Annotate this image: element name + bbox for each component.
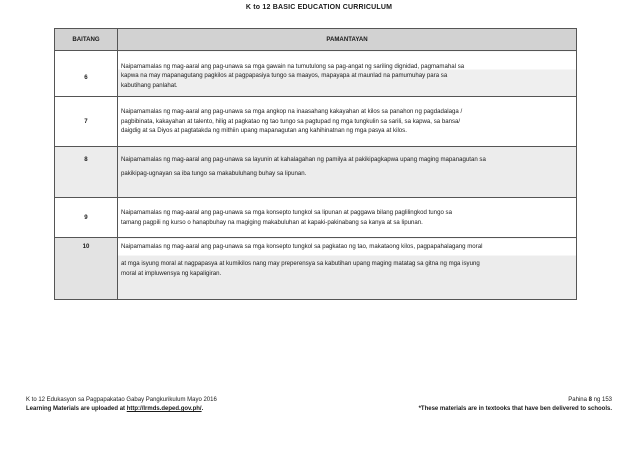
- table-row: [55, 97, 577, 147]
- table-row: [55, 198, 577, 238]
- table-row: [55, 238, 577, 300]
- grade-level-cell: 9: [55, 198, 118, 238]
- column-header-baitang: BAITANG: [55, 29, 118, 51]
- footer-upload-text: Learning Materials are uploaded at: [26, 406, 127, 413]
- standard-line: kapwa na may mapanagutang pagkilos at pagpapasiya tungo sa maayos, mapayapa at maunlad na pamumuhay para sa: [121, 72, 448, 80]
- standard-line: Naipamamalas ng mag-aaral ang pag-unawa sa mga konsepto tungkol sa pagkatao ng tao, makataong kilos, pagpapahalagang moral: [121, 243, 483, 250]
- standard-line: Naipamamalas ng mag-aaral ang pag-unawa sa layunin at kahalagahan ng pamilya at pakikipagkapwa upang maging mapanagutan sa: [121, 156, 486, 163]
- standard-cell: [118, 51, 577, 97]
- grade-level-cell: 8: [55, 147, 118, 198]
- footer-left: [26, 396, 217, 415]
- page-prefix: Pahina: [568, 397, 589, 403]
- footer-materials-note: *These materials are in textooks that have ben delivered to schools.: [418, 406, 612, 413]
- lrmds-link[interactable]: http://lrmds.deped.gov.ph/: [126, 406, 202, 413]
- standard-line: at mga isyung moral at nagpapasya at kumikilos nang may preperensya sa kabutihan upang maging matatag sa gitna ng mga isyung: [121, 260, 480, 268]
- standard-line: Naipamamalas ng mag-aaral ang pag-unawa sa mga gawain na tumutulong sa pag-angat ng sariling dignidad, pagmamahal sa: [121, 62, 465, 70]
- standard-line: kabutihang panlahat.: [121, 81, 178, 89]
- standard-line: pakikipag-ugnayan sa iba tungo sa makabuluhang buhay sa lipunan.: [121, 170, 307, 178]
- curriculum-table: [54, 28, 577, 300]
- standard-line: Naipamamalas ng mag-aaral ang pag-unawa sa mga konsepto tungkol sa lipunan at paggawa bilang paglilingkod tungo sa: [121, 209, 452, 217]
- footer-guide-title: K to 12 Edukasyon sa Pagpapakatao Gabay Pangkurikulum Mayo 2016: [26, 397, 217, 403]
- grade-level-cell: 6: [55, 51, 118, 97]
- standard-line: daigdig at sa Diyos at pagtatakda ng mithiin upang mapanagutan ang kahihinatnan ng mga pasya at kilos.: [121, 127, 407, 135]
- footer-upload-note: [26, 405, 217, 414]
- page-number-line: [419, 396, 612, 405]
- standard-cell: [118, 198, 577, 238]
- grade-level-cell: 10: [55, 238, 118, 300]
- table-header-row: [55, 29, 577, 51]
- footer-right: [419, 396, 612, 415]
- column-header-pamantayan: PAMANTAYAN: [118, 29, 577, 51]
- table-row: [55, 51, 577, 97]
- standard-line: tamang pagpili ng kurso o hanapbuhay na magiging makabuluhan at kapaki-pakinabang sa kanya at sa lipunan.: [121, 218, 423, 226]
- table-row: [55, 147, 577, 198]
- standard-line: moral at impluwensya ng kapaligiran.: [121, 269, 222, 277]
- standard-cell: [118, 97, 577, 147]
- page-number: 8: [588, 397, 592, 403]
- grade-level-cell: 7: [55, 97, 118, 147]
- standard-cell: [118, 238, 577, 300]
- page-title: K to 12 BASIC EDUCATION CURRICULUM: [245, 4, 393, 11]
- standard-line: Naipamamalas ng mag-aaral ang pag-unawa sa mga angkop na inaasahang kakayahan at kilos sa panahon ng pagdadalaga /: [121, 108, 463, 116]
- footer-period: .: [201, 406, 204, 413]
- page-suffix: ng 153: [591, 397, 612, 403]
- standard-cell: [118, 147, 577, 198]
- standard-line: pagbibinata, kakayahan at talento, hilig at pagkatao ng tao tungo sa pagtupad ng mga tungkulin sa sarili, sa kapwa, sa bansa/: [121, 117, 461, 125]
